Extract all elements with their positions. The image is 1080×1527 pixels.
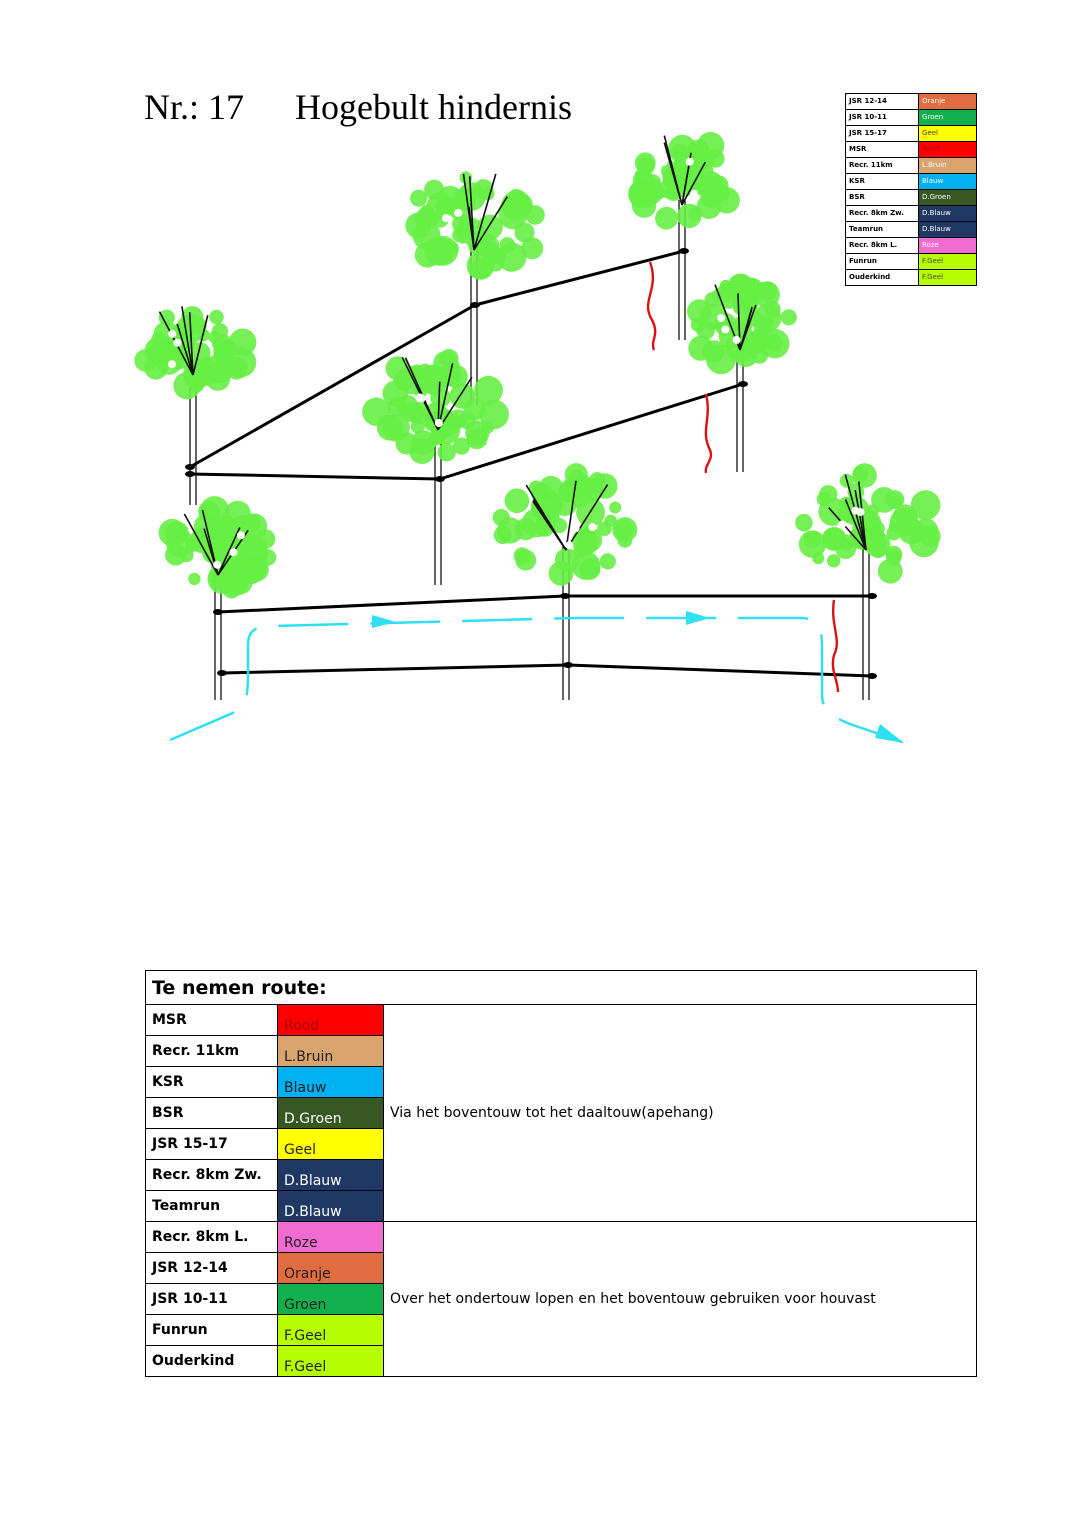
foliage: [612, 517, 637, 542]
foliage: [409, 438, 435, 464]
foliage: [435, 197, 453, 215]
legend-row: [846, 190, 977, 206]
foliage-gap: [852, 507, 860, 515]
rope-knot: [217, 670, 227, 676]
foliage: [827, 554, 840, 567]
foliage: [454, 188, 477, 211]
route-category: JSR 12-14: [146, 1253, 278, 1284]
foliage: [878, 559, 903, 584]
route-arrow: [170, 611, 904, 743]
legend-color: D.Blauw: [919, 206, 977, 222]
foliage: [655, 207, 678, 230]
foliage: [637, 157, 655, 175]
foliage: [229, 361, 245, 377]
foliage-gap: [173, 339, 181, 347]
rope-knot: [560, 593, 570, 599]
rope-knot: [679, 248, 689, 254]
rope-knot: [185, 464, 195, 470]
tree: [159, 496, 277, 700]
legend-row: [846, 110, 977, 126]
route-category: Teamrun: [146, 1191, 278, 1222]
foliage-gap: [168, 330, 176, 338]
legend-category: MSR: [846, 142, 919, 158]
foliage: [362, 398, 390, 426]
foliage: [867, 504, 879, 516]
foliage: [415, 242, 440, 267]
legend-row: [846, 174, 977, 190]
rope-knot: [470, 302, 480, 308]
foliage-gap: [168, 360, 176, 368]
route-category: KSR: [146, 1067, 278, 1098]
foliage: [515, 550, 536, 571]
foliage: [720, 280, 732, 292]
rope: [222, 665, 568, 673]
foliage-gap: [565, 541, 573, 549]
foliage: [403, 402, 424, 423]
foliage: [609, 502, 621, 514]
foliage: [890, 508, 919, 537]
legend-color: Groen: [919, 110, 977, 126]
legend-color: Blauw: [919, 174, 977, 190]
foliage-gap: [572, 524, 580, 532]
route-description: Via het boventouw tot het daaltouw(apehang): [384, 1005, 977, 1222]
legend-category: Recr. 11km: [846, 158, 919, 174]
legend-row: [846, 270, 977, 286]
route-heading: Te nemen route:: [146, 971, 977, 1005]
foliage: [570, 469, 584, 483]
legend-category: JSR 15-17: [846, 126, 919, 142]
legend-color: F.Geel: [919, 254, 977, 270]
color-legend: [845, 93, 977, 286]
rope: [218, 596, 565, 612]
foliage: [689, 207, 703, 221]
foliage: [555, 548, 579, 572]
legend-row: [846, 222, 977, 238]
route-category: BSR: [146, 1098, 278, 1129]
legend-row: [846, 158, 977, 174]
foliage: [507, 192, 533, 218]
foliage-gap: [717, 314, 725, 322]
foliage-gap: [229, 548, 237, 556]
foliage: [714, 187, 740, 213]
foliage: [600, 553, 616, 569]
foliage: [431, 415, 460, 444]
route-category: JSR 15-17: [146, 1129, 278, 1160]
arrowhead: [372, 615, 396, 628]
route-color: Roze: [278, 1222, 384, 1253]
route-color: Rood: [278, 1005, 384, 1036]
legend-color: D.Blauw: [919, 222, 977, 238]
hanging-rope: [833, 600, 838, 692]
hanging-rope: [706, 394, 711, 473]
rope-knot: [563, 662, 573, 668]
foliage: [505, 489, 530, 514]
rope-knot: [867, 593, 877, 599]
arrowhead: [686, 611, 710, 625]
foliage: [761, 316, 774, 329]
foliage-gap: [460, 243, 468, 251]
tree: [362, 349, 509, 585]
route-category: JSR 10-11: [146, 1284, 278, 1315]
foliage: [754, 281, 780, 307]
foliage-gap: [237, 531, 245, 539]
route-color: F.Geel: [278, 1346, 384, 1377]
legend-category: JSR 10-11: [846, 110, 919, 126]
foliage-gap: [686, 158, 694, 166]
rope-knot: [213, 609, 223, 615]
legend-category: Funrun: [846, 254, 919, 270]
legend-row: [846, 206, 977, 222]
trees: [134, 132, 940, 700]
route-color: D.Groen: [278, 1098, 384, 1129]
foliage-gap: [690, 190, 698, 198]
route-color: Geel: [278, 1129, 384, 1160]
legend-color: Geel: [919, 126, 977, 142]
route-category: Recr. 11km: [146, 1036, 278, 1067]
route-table-header: [146, 971, 977, 1005]
arrowhead: [875, 724, 904, 743]
route-table: [145, 970, 977, 1377]
legend-row: [846, 238, 977, 254]
route-path: [170, 618, 902, 742]
legend-category: KSR: [846, 174, 919, 190]
foliage: [452, 228, 467, 243]
foliage: [497, 242, 526, 271]
foliage: [188, 573, 200, 585]
foliage-gap: [454, 209, 462, 217]
foliage: [632, 193, 656, 217]
route-color: F.Geel: [278, 1315, 384, 1346]
legend-category: BSR: [846, 190, 919, 206]
foliage: [410, 190, 427, 207]
foliage: [212, 358, 231, 377]
foliage: [795, 514, 813, 532]
obstacle-name: Hogebult hindernis: [295, 87, 572, 127]
foliage: [812, 552, 824, 564]
route-color: Oranje: [278, 1253, 384, 1284]
legend-category: Recr. 8km Zw.: [846, 206, 919, 222]
route-category: Recr. 8km Zw.: [146, 1160, 278, 1191]
foliage: [180, 549, 194, 563]
route-description: Over het ondertouw lopen en het boventouw gebruiken voor houvast: [384, 1222, 977, 1377]
rope-knot: [435, 476, 445, 482]
route-color: L.Bruin: [278, 1036, 384, 1067]
rope-knot: [185, 471, 195, 477]
foliage: [465, 421, 489, 445]
legend-category: JSR 12-14: [846, 94, 919, 110]
foliage: [705, 292, 720, 307]
foliage: [225, 501, 251, 527]
legend-category: Teamrun: [846, 222, 919, 238]
rope: [190, 474, 440, 479]
foliage: [208, 331, 220, 343]
tree: [795, 463, 941, 700]
foliage-gap: [589, 523, 597, 531]
foliage: [159, 310, 175, 326]
rope-knot: [867, 673, 877, 679]
route-category: MSR: [146, 1005, 278, 1036]
legend-color: Rood: [919, 142, 977, 158]
legend-color: L.Bruin: [919, 158, 977, 174]
foliage: [688, 336, 713, 361]
route-category: Recr. 8km L.: [146, 1222, 278, 1253]
legend-category: Recr. 8km L.: [846, 238, 919, 254]
foliage: [760, 329, 790, 359]
foliage: [444, 241, 459, 256]
foliage-gap: [435, 419, 443, 427]
route-color: Groen: [278, 1284, 384, 1315]
foliage: [822, 527, 846, 551]
foliage-gap: [733, 336, 741, 344]
foliage: [243, 554, 258, 569]
foliage-gap: [213, 561, 221, 569]
foliage-gap: [442, 214, 450, 222]
route-category: Funrun: [146, 1315, 278, 1346]
tree: [687, 273, 797, 472]
foliage-gap: [838, 521, 846, 529]
legend-color: D.Groen: [919, 190, 977, 206]
obstacle-number: Nr.: 17: [144, 87, 245, 127]
legend-color: F.Geel: [919, 270, 977, 286]
foliage-gap: [660, 158, 668, 166]
route-row: [146, 1222, 977, 1253]
legend-color: Oranje: [919, 94, 977, 110]
foliage: [819, 485, 837, 503]
foliage: [418, 365, 448, 395]
route-color: Blauw: [278, 1067, 384, 1098]
foliage: [134, 349, 157, 372]
route-color: D.Blauw: [278, 1160, 384, 1191]
route-color: D.Blauw: [278, 1191, 384, 1222]
legend-row: [846, 142, 977, 158]
foliage-gap: [416, 394, 424, 402]
foliage: [481, 187, 495, 201]
route-category: Ouderkind: [146, 1346, 278, 1377]
foliage: [209, 310, 224, 325]
route-row: [146, 1005, 977, 1036]
legend-color: Roze: [919, 238, 977, 254]
legend-row: [846, 126, 977, 142]
legend-row: [846, 254, 977, 270]
foliage: [201, 357, 213, 369]
foliage: [467, 252, 495, 280]
foliage-gap: [721, 326, 729, 334]
rope-knot: [738, 381, 748, 387]
foliage: [497, 517, 523, 543]
foliage: [415, 207, 438, 230]
legend-row: [846, 94, 977, 110]
rope: [568, 665, 872, 676]
hanging-rope: [648, 262, 655, 350]
foliage: [781, 309, 797, 325]
legend-category: Ouderkind: [846, 270, 919, 286]
foliage: [691, 317, 706, 332]
